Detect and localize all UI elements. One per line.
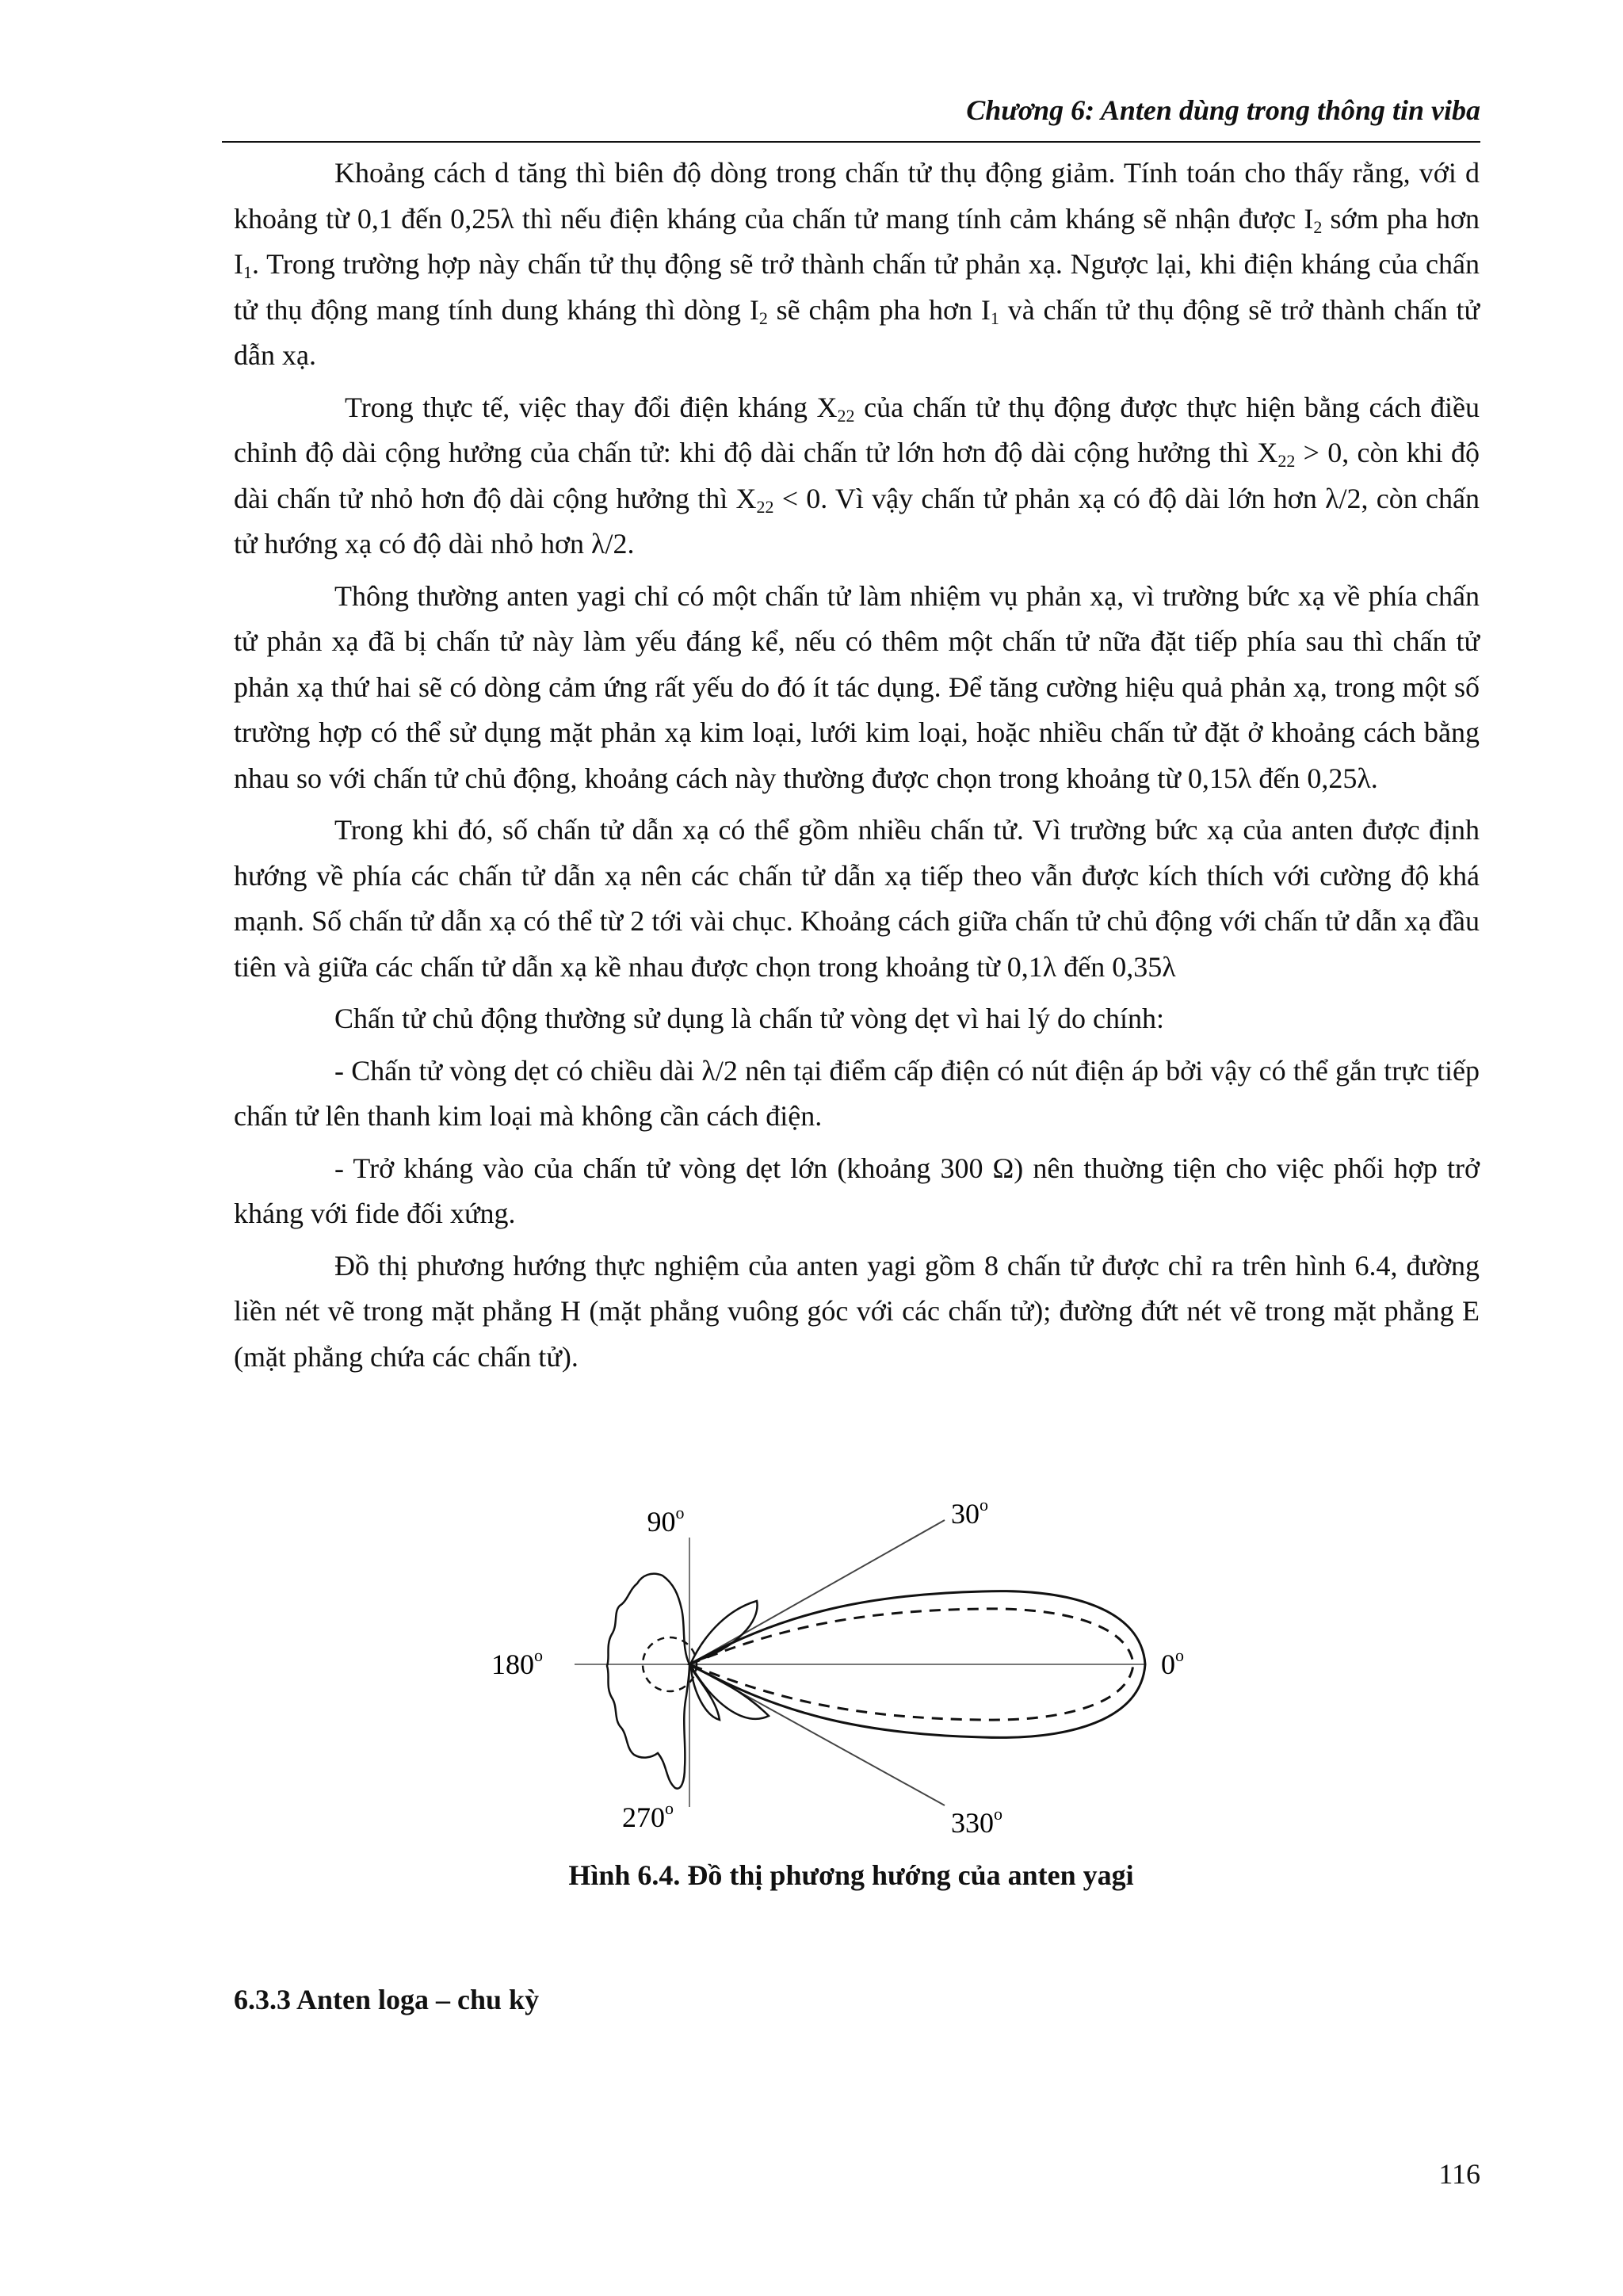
angle-label-90: 90$^o$ [647, 1503, 685, 1538]
paragraph-7: - Trở kháng vào của chấn tử vòng dẹt lớn (khoảng 300 Ω) nên thuờng tiện cho việc phối hợp trở kháng với fide đối xứng. [234, 1152, 1480, 1229]
angle-label-270: 270$^o$ [622, 1798, 674, 1833]
p1-part-a: Khoảng cách d tăng thì biên độ dòng trong chấn tử thụ động giảm. Tính toán cho thấy rằng, với d khoảng từ 0,1 đến 0,25λ thì nếu điện kháng của chấn tử mang tính cảm kháng sẽ nhận được I [234, 157, 1480, 235]
p1-part-c: . Trong trường hợp này chấn tử thụ động sẽ trở thành chấn tử phản xạ. Ngược lại, khi điện kháng của chấn tử thụ động mang tính dung kháng thì dòng I [234, 248, 1480, 326]
angle-label-330: 330$^o$ [951, 1804, 1002, 1839]
subscript-1: 1 [990, 308, 999, 328]
paragraph-5: Chấn tử chủ động thường sử dụng là chấn tử vòng dẹt vì hai lý do chính: [334, 1003, 1164, 1034]
angle-label-0: 0$^o$ [1161, 1645, 1184, 1680]
figure-caption: Hình 6.4. Đồ thị phương hướng của anten yagi [568, 1859, 1134, 1891]
subscript-2: 2 [1313, 216, 1323, 237]
header-rule [222, 141, 1480, 143]
p2-part-b: của chấn tử thụ động được thực hiện bằng cách điều chỉnh độ dài cộng hưởng của chấn tử: khi độ dài chấn tử lớn hơn độ dài cộng hưởng thì X [234, 391, 1480, 468]
angle-label-180: 180$^o$ [491, 1645, 543, 1680]
paragraph-2 [234, 385, 1480, 567]
polar-diagram [444, 1490, 1284, 1839]
subscript-1: 1 [243, 262, 252, 282]
subscript-22: 22 [837, 405, 855, 426]
body-text [234, 151, 1480, 1386]
p2-part-c: > 0, còn khi độ dài chấn tử nhỏ hơn độ dài cộng hưởng thì X [234, 437, 1480, 514]
page-number: 116 [1438, 2158, 1480, 2190]
paragraph-4: Trong khi đó, số chấn tử dẫn xạ có thể gồm nhiều chấn tử. Vì trường bức xạ của anten được định hướng về phía các chấn tử dẫn xạ nên các chấn tử dẫn xạ tiếp theo vẫn được kích thích với cường độ khá mạnh. Số chấn tử dẫn xạ có thể từ 2 tới vài chục. Khoảng cách giữa chấn tử chủ động với chấn tử dẫn xạ đầu tiên và giữa các chấn tử dẫn xạ kề nhau được chọn trong khoảng từ 0,1λ đến 0,35λ [234, 814, 1480, 983]
p2-part-d: < 0. Vì vậy chấn tử phản xạ có độ dài lớn hơn λ/2, còn chấn tử hướng xạ có độ dài nhỏ hơn λ/2. [234, 482, 1480, 560]
subscript-22: 22 [756, 496, 774, 517]
radiation-pattern-figure [444, 1490, 1284, 1839]
p1-part-b: sớm pha hơn I [234, 202, 1480, 280]
section-heading: 6.3.3 Anten loga – chu kỳ [234, 1984, 540, 2015]
paragraph-3: Thông thường anten yagi chỉ có một chấn tử làm nhiệm vụ phản xạ, vì trường bức xạ về phía chấn tử phản xạ đã bị chấn tử này làm yếu đáng kể, nếu có thêm một chấn tử nữa đặt tiếp phía sau thì chấn tử phản xạ thứ hai sẽ có dòng cảm ứng rất yếu do đó ít tác dụng. Để tăng cường hiệu quả phản xạ, trong một số trường hợp có thể sử dụng mặt phản xạ kim loại, lưới kim loại, hoặc nhiều chấn tử đặt ở khoảng cách bằng nhau so với chấn tử chủ động, khoảng cách này thường được chọn trong khoảng từ 0,15λ đến 0,25λ. [234, 579, 1480, 794]
direction-line-30 [689, 1520, 945, 1664]
p1-part-e: và chấn tử thụ động sẽ trở thành chấn tử dẫn xạ. [234, 293, 1480, 371]
side-lobe-lower-small [691, 1668, 720, 1720]
p1-part-d: sẽ chậm pha hơn I [767, 293, 991, 326]
paragraph-8: Đồ thị phương hướng thực nghiệm của anten yagi gồm 8 chấn tử được chỉ ra trên hình 6.4, đường liền nét vẽ trong mặt phẳng H (mặt phẳng vuông góc với các chấn tử); đường đứt nét vẽ trong mặt phẳng E (mặt phẳng chứa các chấn tử). [234, 1249, 1480, 1373]
paragraph-1 [234, 151, 1480, 379]
subscript-22: 22 [1277, 451, 1296, 471]
chapter-header: Chương 6: Anten dùng trong thông tin viba [966, 94, 1480, 126]
angle-label-30: 30$^o$ [951, 1495, 988, 1530]
subscript-2: 2 [758, 308, 768, 328]
p2-part-a: Trong thực tế, việc thay đổi điện kháng X [345, 391, 838, 423]
paragraph-6: - Chấn tử vòng dẹt có chiều dài λ/2 nên tại điểm cấp điện có nút điện áp bởi vậy có thể gắn trực tiếp chấn tử lên thanh kim loại mà không cần cách điện. [234, 1054, 1480, 1132]
side-lobe-lower [691, 1666, 769, 1719]
